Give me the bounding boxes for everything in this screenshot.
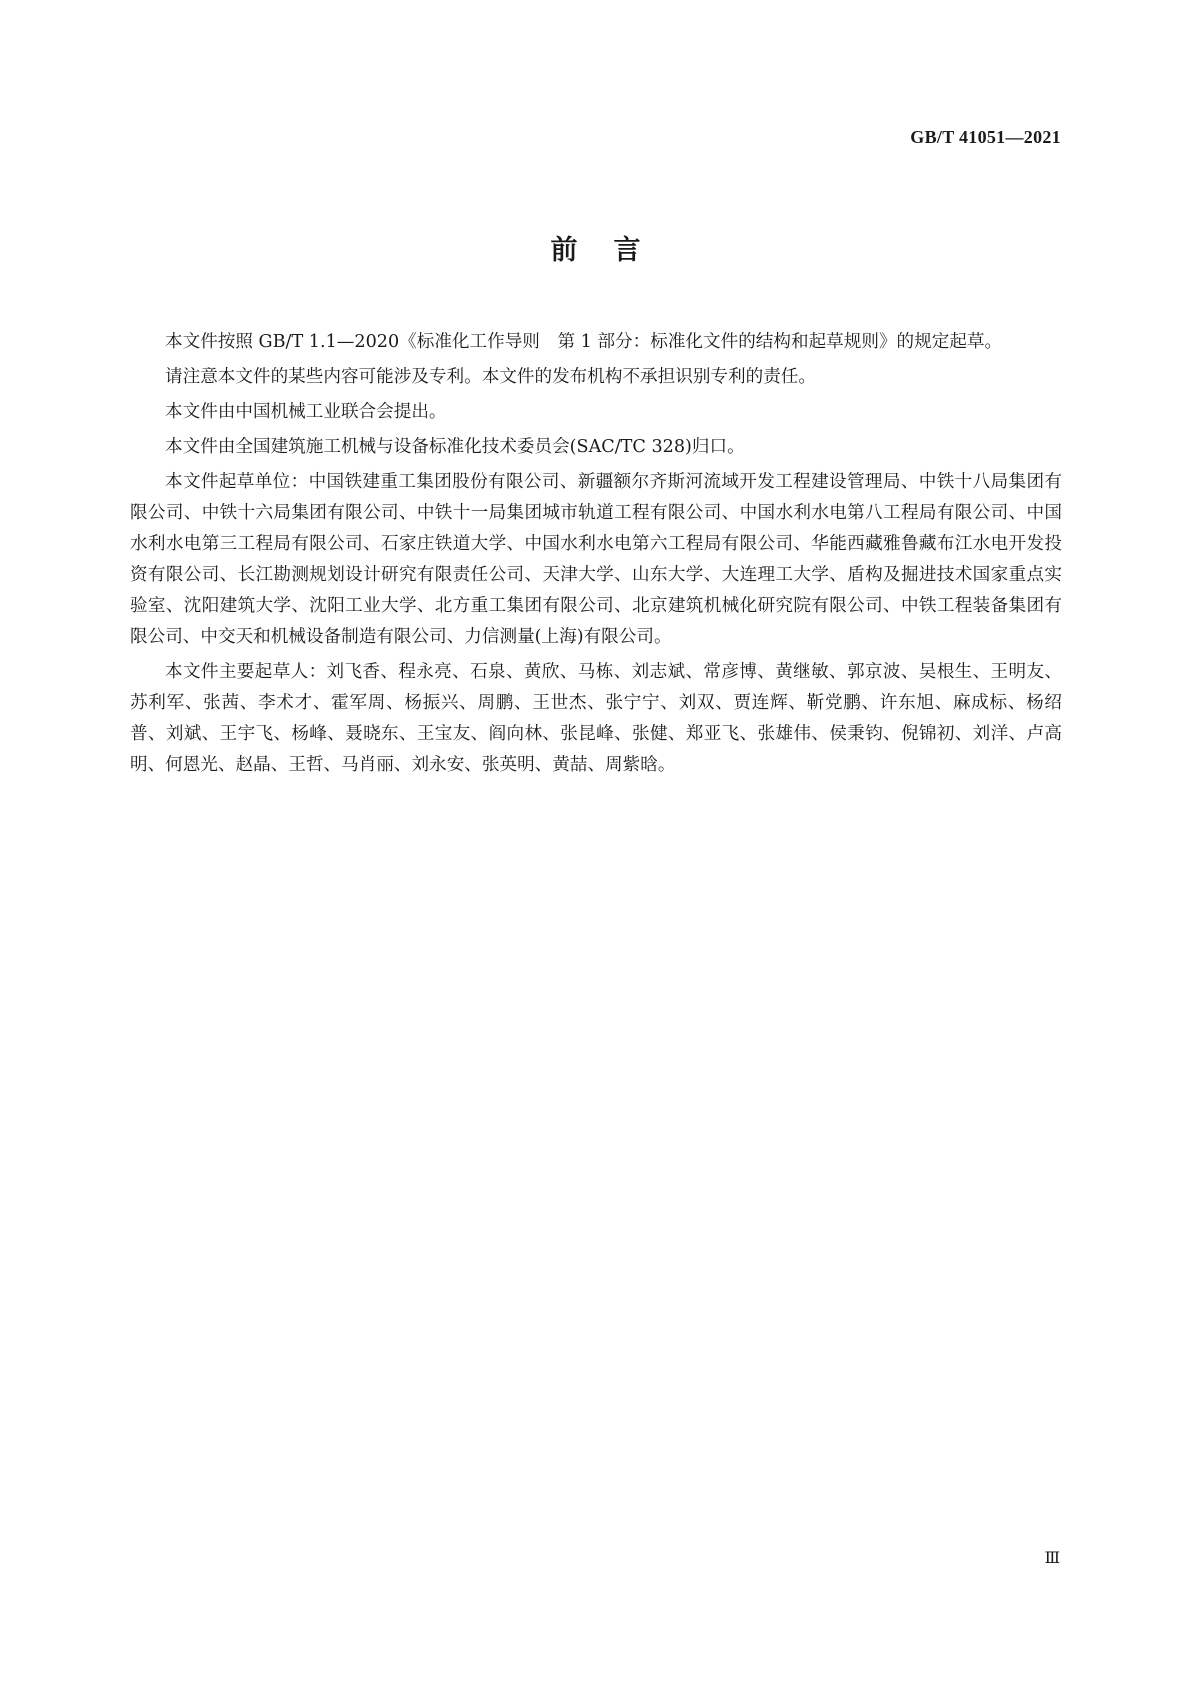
page-title: 前言 [550,235,677,266]
paragraph-centralized-unit: 本文件由全国建筑施工机械与设备标准化技术委员会(SAC/TC 328)归口。 [165,437,745,457]
foreword-body [130,327,1062,785]
paragraph-drafting-rules: 本文件按照 GB/T 1.1—2020《标准化工作导则 第 1 部分：标准化文件的结构和起草规则》的规定起草。 [165,332,1003,352]
paragraph-proposer: 本文件由中国机械工业联合会提出。 [165,402,447,422]
paragraph-drafting-organizations: 本文件起草单位：中国铁建重工集团股份有限公司、新疆额尔齐斯河流域开发工程建设管理局、中铁十八局集团有限公司、中铁十六局集团有限公司、中铁十一局集团城市轨道工程有限公司、中国水利水电第八工程局有限公司、中国水利水电第三工程局有限公司、石家庄铁道大学、中国水利水电第六工程局有限公司、华能西藏雅鲁藏布江水电开发投资有限公司、长江勘测规划设计研究有限责任公司、天津大学、山东大学、大连理工大学、盾构及掘进技术国家重点实验室、沈阳建筑大学、沈阳工业大学、北方重工集团有限公司、北京建筑机械化研究院有限公司、中铁工程装备集团有限公司、中交天和机械设备制造有限公司、力信测量(上海)有限公司。 [130,472,1062,647]
page-number: Ⅲ [1044,1550,1060,1567]
paragraph-patent-notice: 请注意本文件的某些内容可能涉及专利。本文件的发布机构不承担识别专利的责任。 [165,367,816,387]
standard-number-header: GB/T 41051—2021 [910,127,1061,147]
paragraph-main-drafters: 本文件主要起草人：刘飞香、程永亮、石泉、黄欣、马栋、刘志斌、常彦博、黄继敏、郭京波、吴根生、王明友、苏利军、张茜、李术才、霍军周、杨振兴、周鹏、王世杰、张宁宁、刘双、贾连辉、靳党鹏、许东旭、麻成标、杨绍普、刘斌、王宇飞、杨峰、聂晓东、王宝友、阎向林、张昆峰、张健、郑亚飞、张雄伟、侯秉钧、倪锦初、刘洋、卢高明、何恩光、赵晶、王哲、马肖丽、刘永安、张英明、黄喆、周紫晗。 [130,662,1062,775]
